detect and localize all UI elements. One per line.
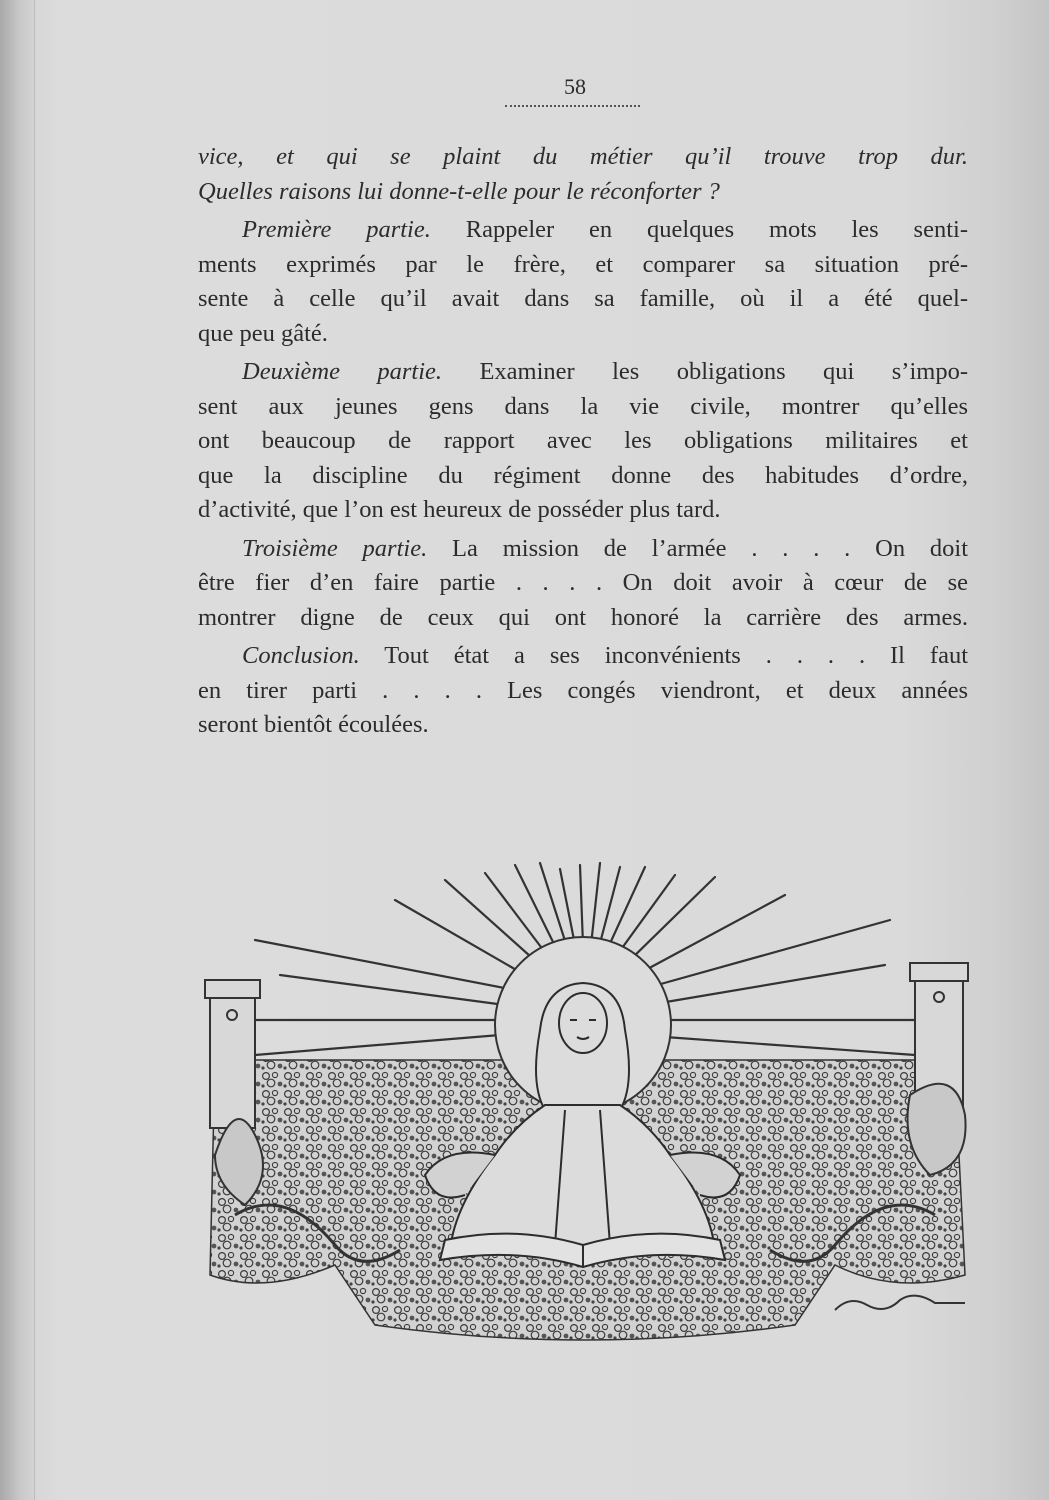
paragraph-line: d’activité, que l’on est heureux de posséder plus tard. xyxy=(198,496,721,523)
intro-line: Quelles raisons lui donne-t-elle pour le réconforter ? xyxy=(198,177,720,205)
paragraph-deuxieme-partie: Deuxième partie. Examiner les obligations qui s’impo- xyxy=(242,358,968,385)
artist-signature xyxy=(835,1296,965,1310)
page-number-rule xyxy=(505,105,640,107)
paragraph-line: que la discipline du régiment donne des habitudes d’ordre, xyxy=(198,461,968,489)
paragraph-line: ments exprimés par le frère, et comparer sa situation pré- xyxy=(198,250,968,278)
paragraph-line: sent aux jeunes gens dans la vie civile, montrer qu’elles xyxy=(198,392,968,420)
paragraph-line: que peu gâté. xyxy=(198,319,328,347)
intro-line: vice, et qui se plaint du métier qu’il trouve trop dur. xyxy=(198,143,968,170)
section-label: Troisième partie. xyxy=(242,534,428,562)
paragraph-line: sente à celle qu’il avait dans sa famille, où il a été quel- xyxy=(198,285,968,312)
paragraph-line: en tirer parti . . . . Les congés viendront, et deux années xyxy=(198,676,968,704)
page-number: 58 xyxy=(564,74,586,99)
paragraph-premiere-partie: Première partie. Rappeler en quelques mots les senti- xyxy=(242,216,968,243)
paragraph-line: seront bientôt écoulées. xyxy=(198,711,429,738)
section-label: Première partie. xyxy=(242,216,431,243)
paragraph-line: montrer digne de ceux qui ont honoré la carrière des armes. xyxy=(198,603,968,631)
section-label: Conclusion. xyxy=(242,642,360,669)
book-binding xyxy=(0,0,35,1500)
right-pillar xyxy=(908,963,969,1175)
body-text xyxy=(198,140,968,743)
paragraph-line: ont beaucoup de rapport avec les obligations militaires et xyxy=(198,427,968,454)
section-label: Deuxième partie. xyxy=(242,358,443,385)
paragraph-line: être fier d’en faire partie . . . . On doit avoir à cœur de se xyxy=(198,569,968,596)
paragraph-troisieme-partie: Troisième partie. La mission de l’armée . . . . On doit xyxy=(242,534,969,562)
decorative-vignette-illustration xyxy=(195,855,975,1355)
paragraph-conclusion: Conclusion. Tout état a ses inconvénients . . . . Il faut xyxy=(242,642,968,669)
